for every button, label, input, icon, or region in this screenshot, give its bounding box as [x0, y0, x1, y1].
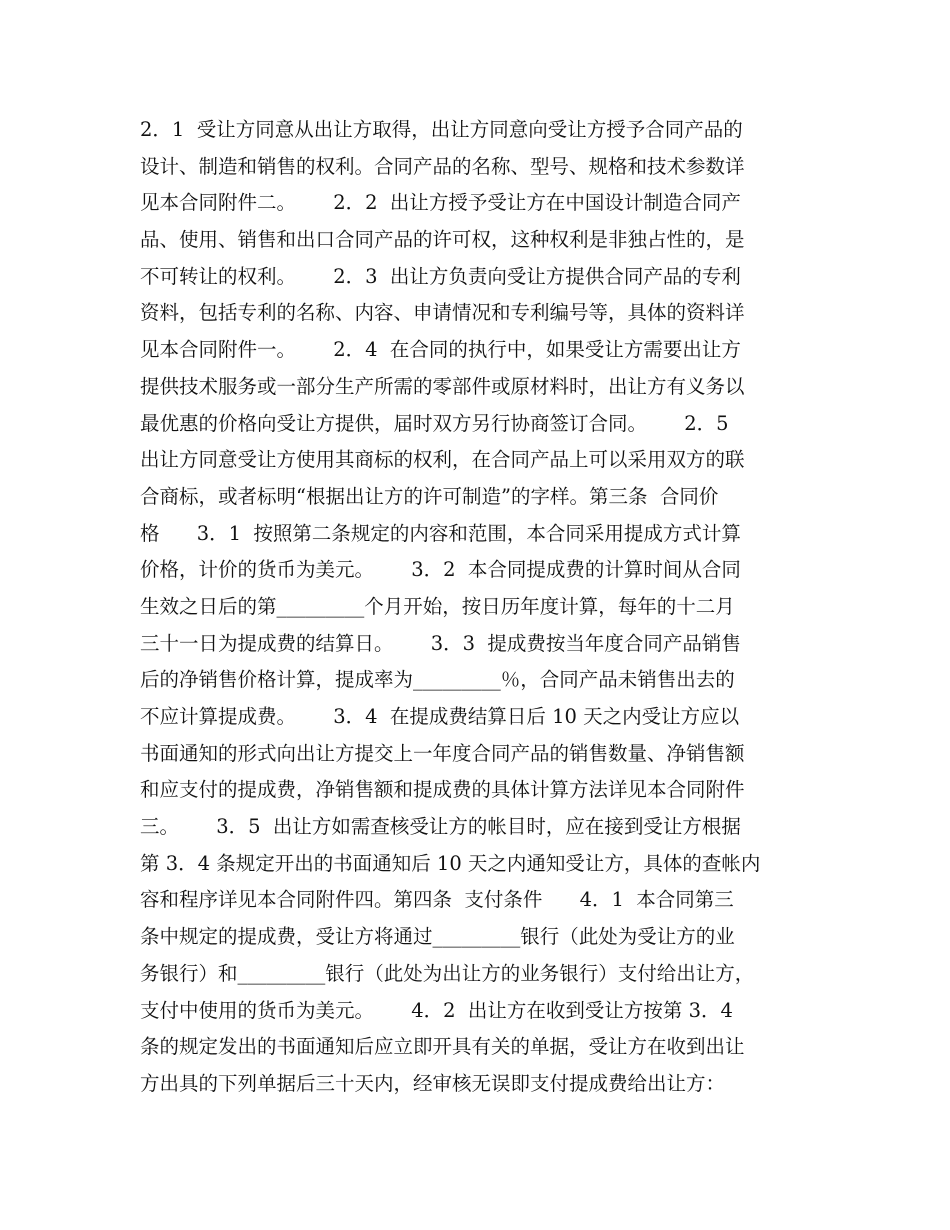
contract-body-text [140, 112, 830, 1103]
text-line: 生效之日后的第_________个月开始，按日历年度计算，每年的十二月 [140, 594, 735, 618]
text-line: 资料，包括专利的名称、内容、申请情况和专利编号等，具体的资料详 [140, 301, 745, 325]
text-line: 书面通知的形式向出让方提交上一年度合同产品的销售数量、净销售额 [140, 741, 745, 765]
text-line: 不应计算提成费。 3．4 在提成费结算日后 10 天之内受让方应以 [140, 705, 740, 728]
text-line: 条的规定发出的书面通知后应立即开具有关的单据，受让方在收到出让 [140, 1035, 745, 1059]
text-line: 不可转让的权利。 2．3 出让方负责向受让方提供合同产品的专利 [140, 264, 741, 288]
text-line: 三十一日为提成费的结算日。 3．3 提成费按当年度合同产品销售 [140, 631, 741, 655]
text-line: 三。 3．5 出让方如需查核受让方的帐目时，应在接到受让方根据 [140, 815, 741, 839]
text-line: 合商标，或者标明“根据出让方的许可制造”的字样。第三条 合同价 [140, 484, 719, 508]
text-line: 出让方同意受让方使用其商标的权利，在合同产品上可以采用双方的联 [140, 448, 745, 472]
text-line: 提供技术服务或一部分生产所需的零部件或原材料时，出让方有义务以 [140, 374, 745, 398]
text-line: 后的净销售价格计算，提成率为_________％，合同产品未销售出去的 [140, 668, 735, 692]
text-line: 价格，计价的货币为美元。 3．2 本合同提成费的计算时间从合同 [140, 558, 741, 582]
text-line: 见本合同附件一。 2．4 在合同的执行中，如果受让方需要出让方 [140, 338, 741, 362]
text-line: 务银行）和_________银行（此处为出让方的业务银行）支付给出让方， [140, 961, 755, 985]
text-line: 见本合同附件二。 2．2 出让方授予受让方在中国设计制造合同产 [140, 191, 741, 215]
text-line: 方出具的下列单据后三十天内，经审核无误即支付提成费给出让方： [140, 1071, 726, 1095]
text-line: 第 3．4 条规定开出的书面通知后 10 天之内通知受让方，具体的查帐内 [140, 851, 761, 875]
text-line: 和应支付的提成费，净销售额和提成费的具体计算方法详见本合同附件 [140, 778, 745, 802]
text-line: 格 3．1 按照第二条规定的内容和范围，本合同采用提成方式计算 [140, 521, 741, 545]
text-line: 最优惠的价格向受让方提供，届时双方另行协商签订合同。 2．5 [140, 411, 729, 435]
text-line: 支付中使用的货币为美元。 4．2 出让方在收到受让方按第 3．4 [140, 998, 733, 1022]
text-line: 设计、制造和销售的权利。合同产品的名称、型号、规格和技术参数详 [140, 154, 745, 178]
text-line: 容和程序详见本合同附件四。第四条 支付条件 4．1 本合同第三 [140, 888, 734, 912]
text-line: 条中规定的提成费，受让方将通过_________银行（此处为受让方的业 [140, 925, 735, 949]
text-line: 品、使用、销售和出口合同产品的许可权，这种权利是非独占性的，是 [140, 228, 745, 252]
text-line: 2．1 受让方同意从出让方取得，出让方同意向受让方授予合同产品的 [140, 118, 743, 141]
